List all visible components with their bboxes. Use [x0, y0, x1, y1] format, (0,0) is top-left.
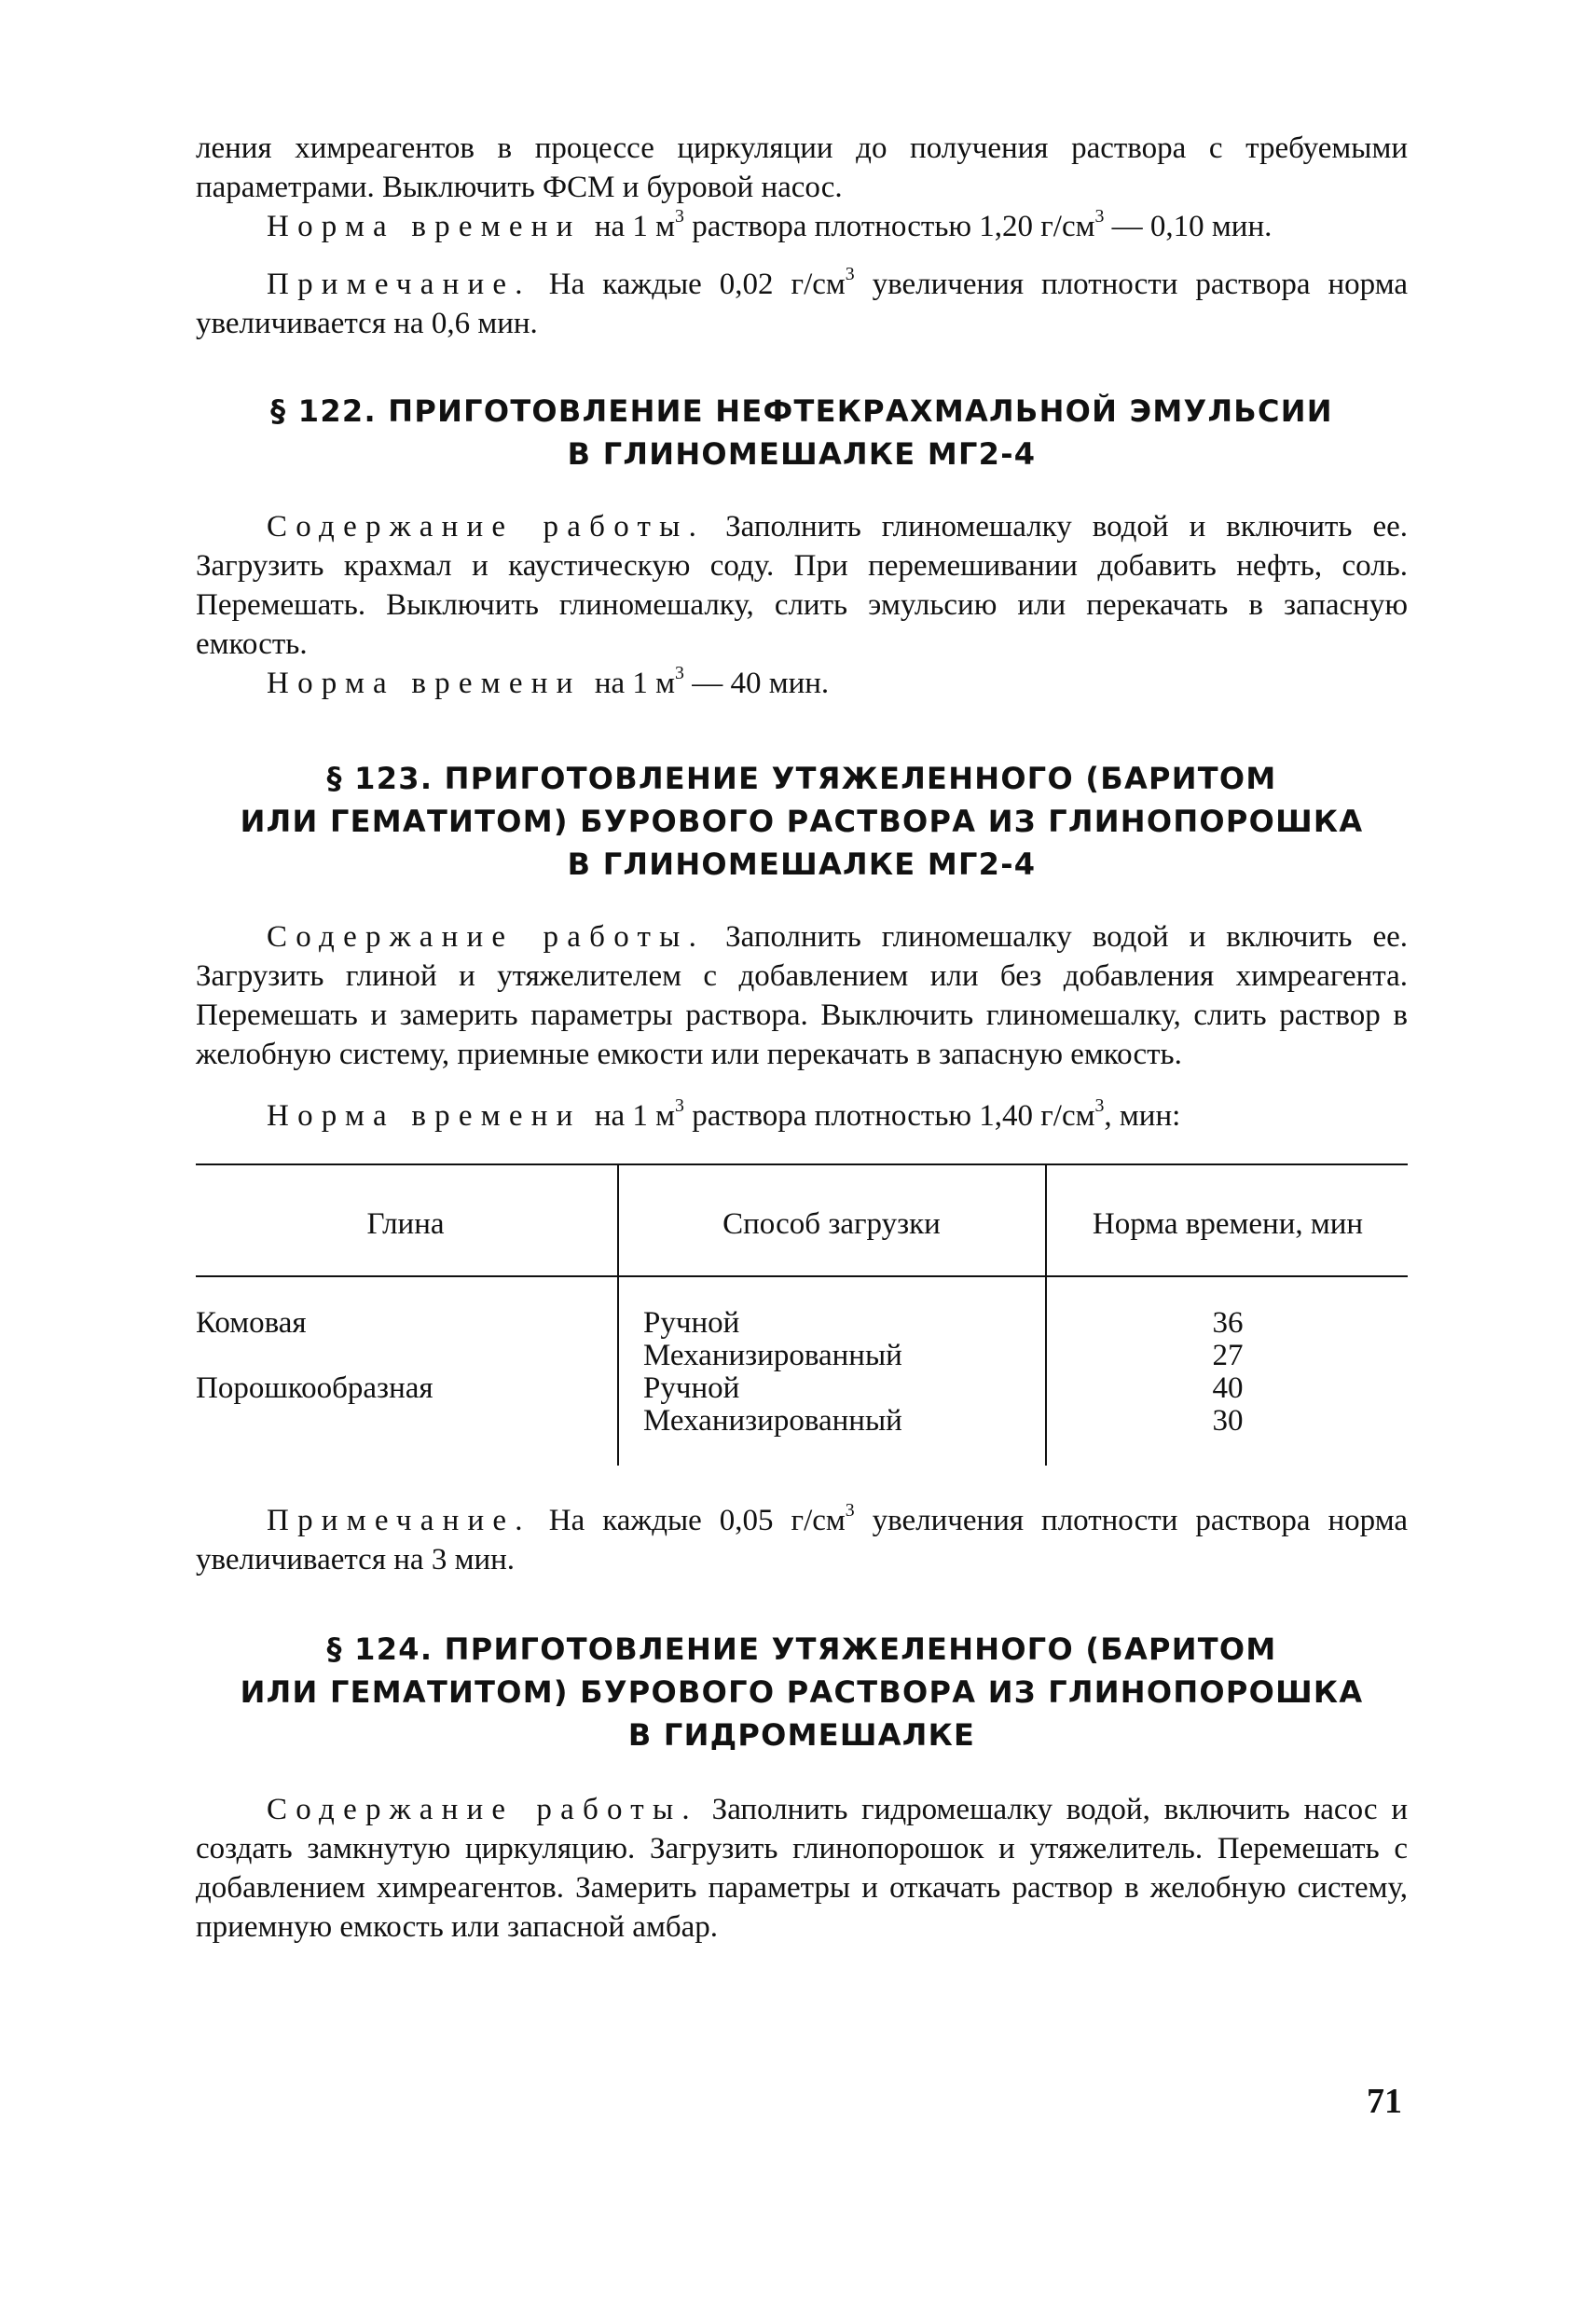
table-header-method: Способ загрузки [722, 1207, 941, 1241]
note-text: На каждые 0,05 г/см [530, 1504, 846, 1537]
table-cell-norm: 36 [1212, 1306, 1244, 1340]
table-top-rule [196, 1163, 1408, 1165]
section-122-content [196, 507, 1408, 664]
table-cell-method: Механизированный [643, 1339, 902, 1372]
content-text: Заполнить глиномешалку водой и включить ее. Загрузить глиной и утяжелителем с добавлением или без добавления химреагента. Перемешать и замерить параметры раствора. Выключить глиномешалку, слить раствор в желобную систему, приемные емкости или перекачать в запасную емкость. [196, 920, 1408, 1071]
content-text: Заполнить гидромешалку водой, включить насос и создать замкнутую циркуляцию. Загрузить глинопорошок и утяжелитель. Перемешать с добавлением химреагентов. Замерить параметры и откачать раствор в желобную систему, приемную емкость или запасной амбар. [196, 1793, 1408, 1944]
superscript: 3 [675, 206, 684, 227]
superscript: 3 [1094, 206, 1105, 227]
section-124-content [196, 1790, 1408, 1947]
norm-label: Норма времени [267, 1099, 582, 1133]
section-123-content [196, 917, 1408, 1074]
norm-text: на 1 м [586, 1099, 676, 1133]
table-cell-method: Ручной [643, 1306, 740, 1340]
table-cell-clay: Комовая [196, 1306, 307, 1340]
note-label: Примечание. [267, 1504, 531, 1537]
heading-line: ИЛИ ГЕМАТИТОМ) БУРОВОГО РАСТВОРА ИЗ ГЛИНОПОРОШКА [240, 1674, 1364, 1710]
section-123-heading [196, 757, 1408, 886]
note-text: На каждые 0,02 г/см [530, 268, 846, 301]
section-123-note [196, 1501, 1408, 1579]
norm-table [196, 1152, 1408, 1486]
heading-line: В ГЛИНОМЕШАЛКЕ МГ2-4 [567, 436, 1037, 472]
table-column-divider [1045, 1163, 1047, 1466]
table-header-norm: Норма времени, мин [1092, 1207, 1364, 1241]
note-text: увеличения плотности раствора норма увеличивается на 0,6 мин. [196, 268, 1408, 340]
norm-text: раствора плотностью 1,40 г/см [683, 1099, 1095, 1133]
section-122-norm [196, 664, 1408, 703]
norm-text: раствора плотностью 1,20 г/см [683, 210, 1095, 243]
document-page [196, 129, 1408, 1947]
section-124-heading [196, 1628, 1408, 1756]
heading-line: § 124. ПРИГОТОВЛЕНИЕ УТЯЖЕЛЕННОГО (БАРИТОМ [326, 1631, 1277, 1667]
superscript: 3 [1094, 1095, 1105, 1117]
superscript: 3 [845, 264, 855, 285]
table-cell-method: Механизированный [643, 1404, 902, 1438]
note-label: Примечание. [267, 268, 531, 301]
table-cell-norm: 30 [1212, 1404, 1244, 1438]
norm-text: на 1 м [586, 667, 676, 700]
superscript: 3 [675, 663, 684, 684]
heading-line: ИЛИ ГЕМАТИТОМ) БУРОВОГО РАСТВОРА ИЗ ГЛИНОПОРОШКА [240, 804, 1364, 839]
heading-line: § 122. ПРИГОТОВЛЕНИЕ НЕФТЕКРАХМАЛЬНОЙ ЭМУЛЬСИИ [270, 393, 1333, 429]
norm-text: , мин: [1104, 1099, 1181, 1133]
superscript: 3 [675, 1095, 684, 1117]
table-cell-norm: 40 [1212, 1371, 1244, 1405]
heading-line: В ГЛИНОМЕШАЛКЕ МГ2-4 [567, 847, 1037, 882]
note-text: увеличения плотности раствора норма увеличивается на 3 мин. [196, 1504, 1408, 1576]
table-header-rule [196, 1275, 1408, 1277]
norm-text: на 1 м [586, 210, 676, 243]
content-label: Содержание работы. [267, 1793, 698, 1826]
superscript: 3 [845, 1500, 855, 1521]
table-cell-clay: Порошкообразная [196, 1371, 433, 1405]
norm-text: — 0,10 мин. [1104, 210, 1273, 243]
heading-line: § 123. ПРИГОТОВЛЕНИЕ УТЯЖЕЛЕННОГО (БАРИТОМ [326, 761, 1277, 796]
norm-text: — 40 мин. [683, 667, 830, 700]
page-number: 71 [1367, 2082, 1402, 2121]
content-text: Заполнить глиномешалку водой и включить ее. Загрузить крахмал и каустическую соду. При перемешивании добавить нефть, соль. Перемешать. Выключить глиномешалку, слить эмульсию или перекачать в запасную емкость. [196, 510, 1408, 661]
section-123-norm [196, 1096, 1408, 1136]
norm-label: Норма времени [267, 210, 582, 243]
table-header-clay: Глина [366, 1207, 445, 1241]
intro-note [196, 265, 1408, 343]
table-cell-method: Ручной [643, 1371, 740, 1405]
norm-label: Норма времени [267, 667, 582, 700]
table-cell-norm: 27 [1212, 1339, 1244, 1372]
heading-line: В ГИДРОМЕШАЛКЕ [627, 1717, 976, 1753]
intro-paragraph: ления химреагентов в процессе циркуляции до получения раствора с требуемыми параметрами. Выключить ФСМ и буровой насос. [196, 131, 1408, 204]
content-label: Содержание работы. [267, 920, 706, 954]
section-122-heading [196, 390, 1408, 475]
intro-norm [196, 207, 1408, 246]
content-label: Содержание работы. [267, 510, 706, 544]
